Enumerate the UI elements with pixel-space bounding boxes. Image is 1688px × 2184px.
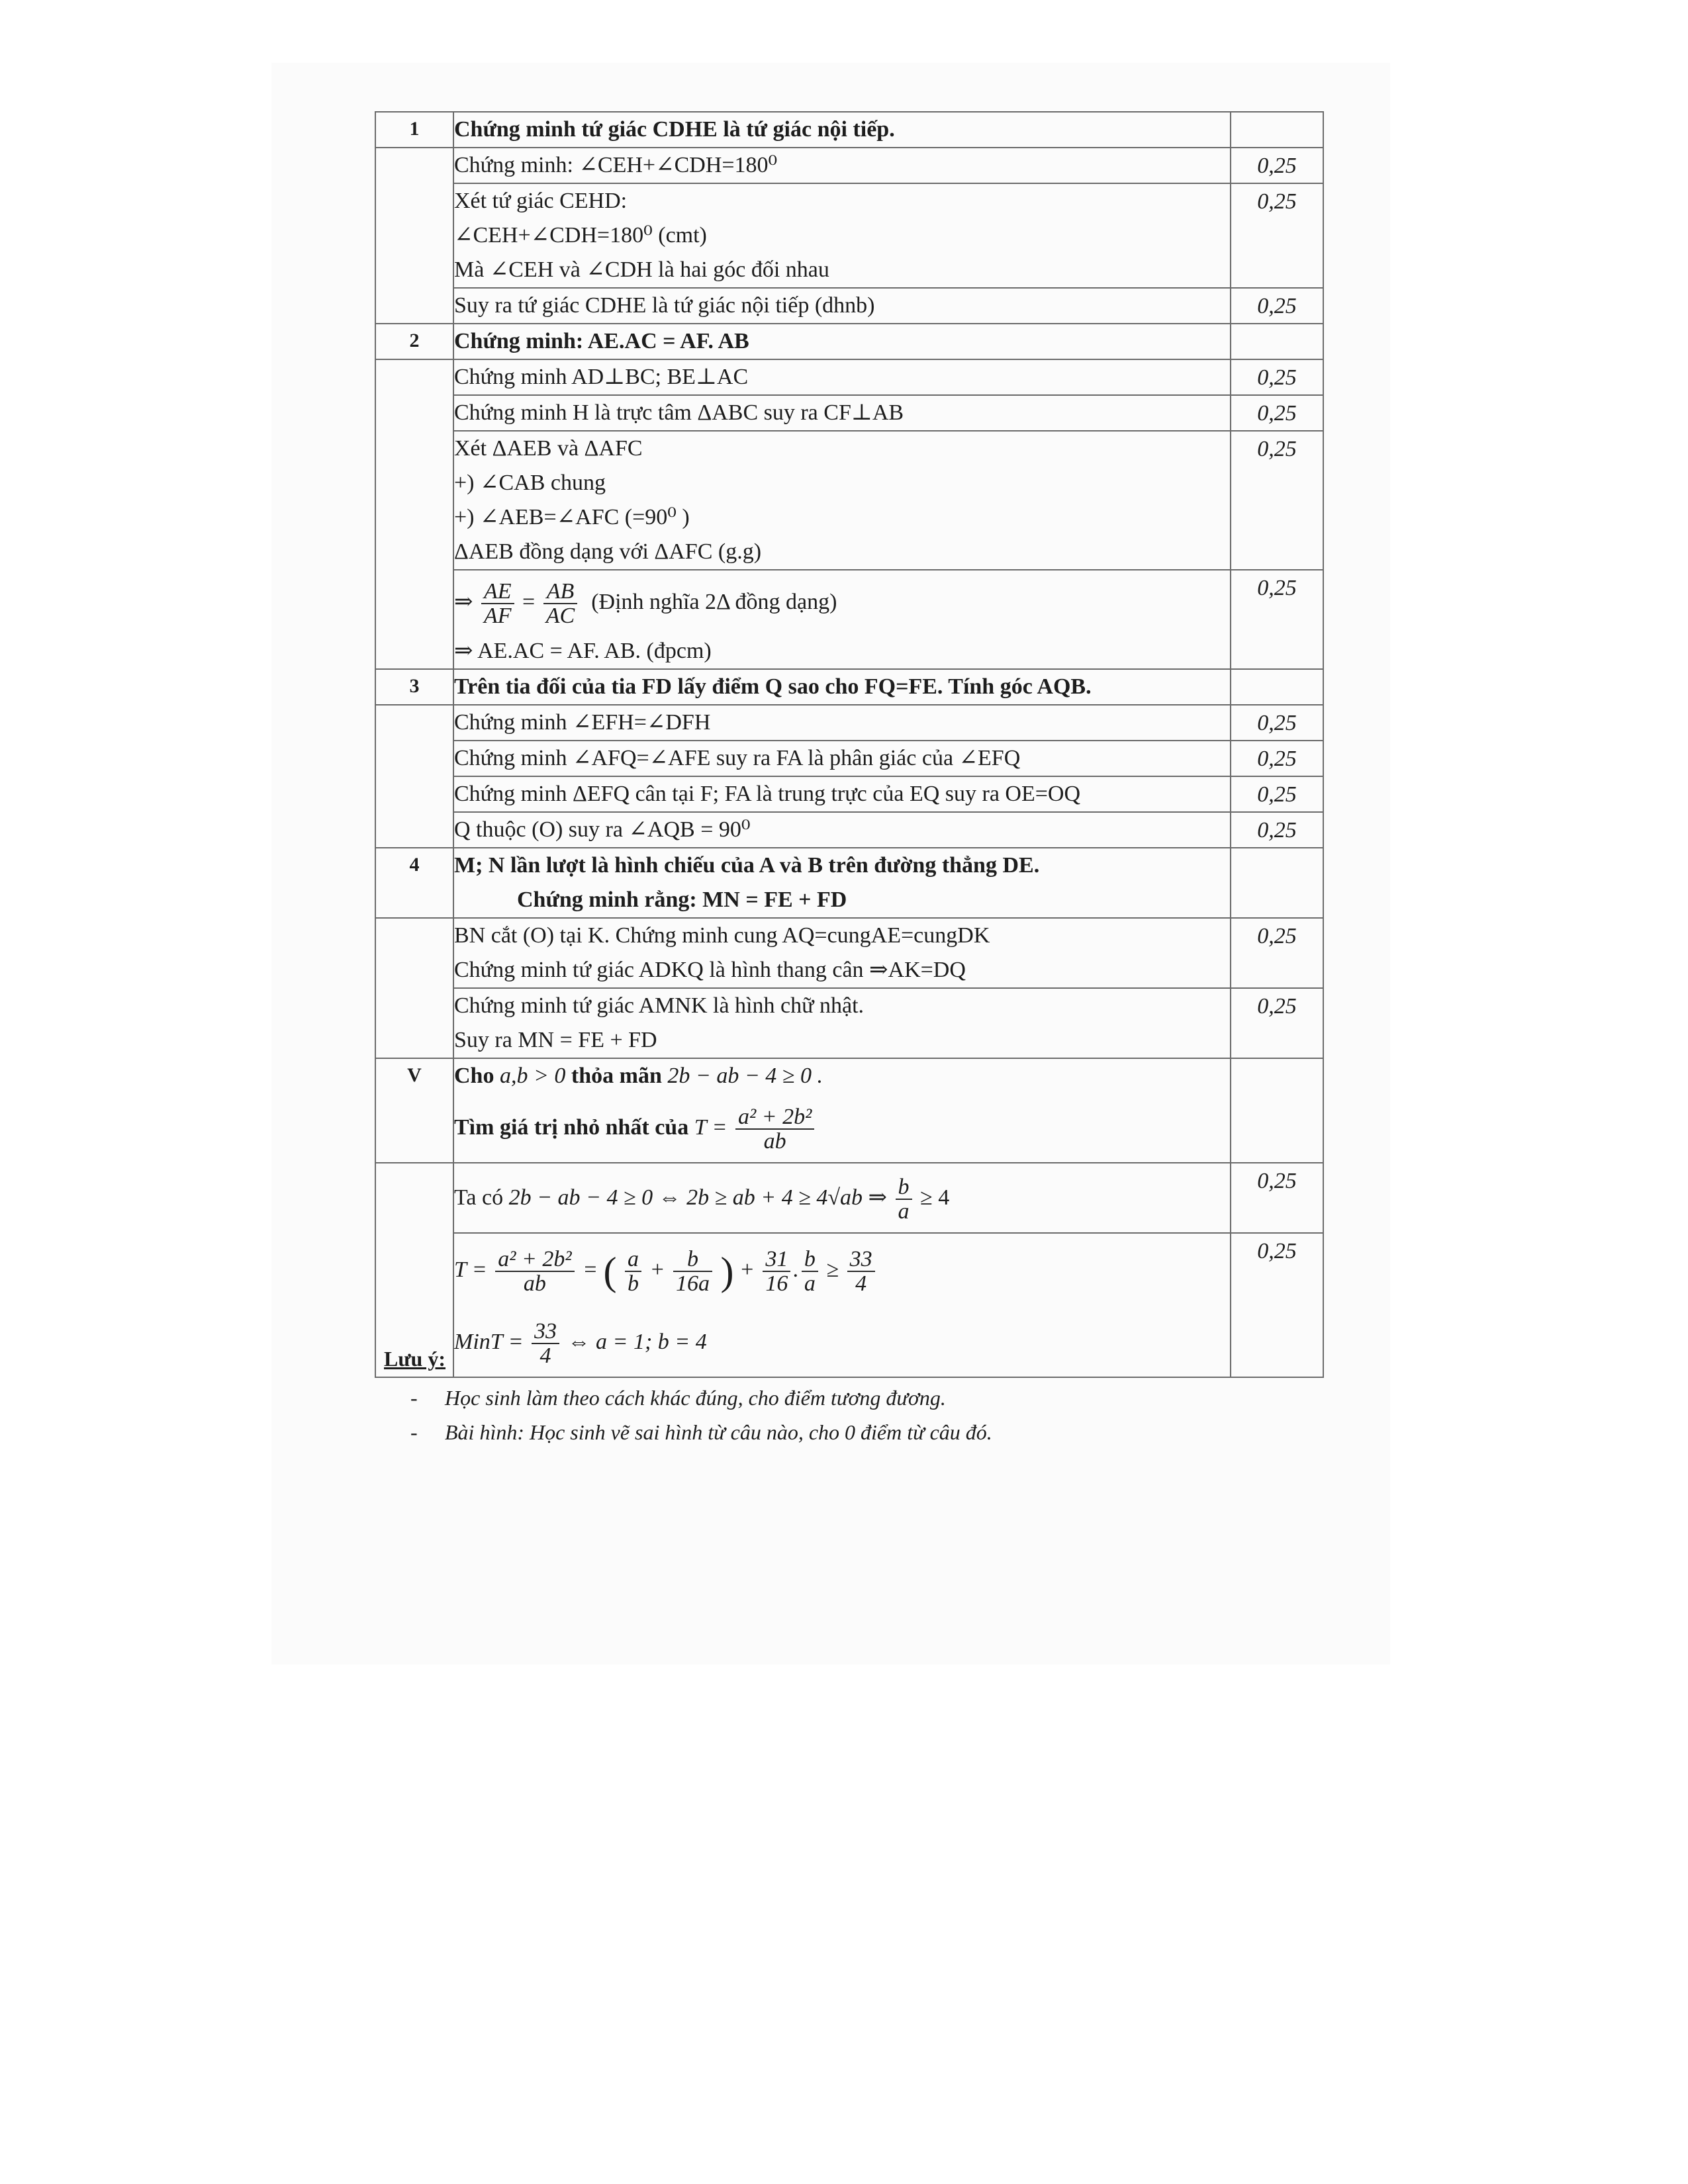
score-cell: 0,25 [1231, 288, 1323, 324]
part-4-header [375, 848, 1323, 918]
table-row [375, 705, 1323, 741]
table-row [375, 359, 1323, 395]
score-cell: 0,25 [1231, 1163, 1323, 1233]
step-text: Q thuộc (O) suy ra ∠AQB = 90⁰ [453, 812, 1231, 848]
step-text: Ta có 2b − ab − 4 ≥ 0 ⇔ 2b ≥ ab + 4 ≥ 4√ab ⇒ $\frac{b}{a}$ ≥ 4 [453, 1163, 1231, 1233]
step-text: Xét tứ giác CEHD: ∠CEH+∠CDH=180⁰ (cmt) Mà ∠CEH và ∠CDH là hai góc đối nhau [453, 183, 1231, 288]
step-text: Chứng minh ∠AFQ=∠AFE suy ra FA là phân giác của ∠EFQ [453, 741, 1231, 776]
score-cell: 0,25 [1231, 741, 1323, 776]
step-text: Chứng minh H là trực tâm ΔABC suy ra CF⊥AB [453, 395, 1231, 431]
part-title: Trên tia đối của tia FD lấy điểm Q sao cho FQ=FE. Tính góc AQB. [453, 669, 1231, 705]
fraction: $\frac{\text{a² + 2b²}}{ab}$ [495, 1248, 574, 1296]
part-number: 3 [375, 669, 453, 705]
fraction: $\frac{31}{16}$ [763, 1248, 790, 1296]
score-cell: 0,25 [1231, 918, 1323, 988]
part-title: Cho a,b > 0 thỏa mãn 2b − ab − 4 ≥ 0 . Tìm giá trị nhỏ nhất của T = $\frac{\text{a² + 2b²}}{ab}$ [453, 1058, 1231, 1163]
table-row [375, 812, 1323, 848]
part-5-header [375, 1058, 1323, 1163]
note-title: Lưu ý: [384, 1347, 445, 1371]
note-item: - Bài hình: Học sinh vẽ sai hình từ câu nào, cho 0 điểm từ câu đó. [410, 1420, 992, 1444]
note-item: - Học sinh làm theo cách khác đúng, cho điểm tương đương. [410, 1386, 946, 1410]
step-text: Xét ΔAEB và ΔAFC +) ∠CAB chung +) ∠AEB=∠AFC (=90⁰ ) ΔAEB đồng dạng với ΔAFC (g.g) [453, 431, 1231, 570]
fraction: $\frac{b}{16a}$ [673, 1248, 712, 1296]
part-number: V [375, 1058, 453, 1163]
score-cell: 0,25 [1231, 988, 1323, 1058]
part-3-header [375, 669, 1323, 705]
fraction: $\frac{AE}{AF}$ [481, 580, 514, 628]
part-number: 4 [375, 848, 453, 918]
part-title: M; N lần lượt là hình chiếu của A và B trên đường thẳng DE. Chứng minh rằng: MN = FE + FD [453, 848, 1231, 918]
table-row [375, 1163, 1323, 1233]
table-row [375, 148, 1323, 183]
part-number: 2 [375, 324, 453, 359]
fraction: $\frac{b}{a}$ [896, 1175, 912, 1224]
part-number: 1 [375, 112, 453, 148]
step-text: Chứng minh: ∠CEH+∠CDH=180⁰ [453, 148, 1231, 183]
grading-note [384, 1347, 992, 1449]
fraction: $\frac{b}{a}$ [802, 1248, 818, 1296]
part-title: Chứng minh tứ giác CDHE là tứ giác nội tiếp. [453, 112, 1231, 148]
fraction: $\frac{33}{4}$ [532, 1320, 559, 1368]
table-row [375, 570, 1323, 669]
step-text: Suy ra tứ giác CDHE là tứ giác nội tiếp (dhnb) [453, 288, 1231, 324]
part-2-header [375, 324, 1323, 359]
table-row [375, 183, 1323, 288]
score-cell: 0,25 [1231, 812, 1323, 848]
fraction: $\frac{a}{b}$ [625, 1248, 641, 1296]
step-text: Chứng minh ∠EFH=∠DFH [453, 705, 1231, 741]
step-text: BN cắt (O) tại K. Chứng minh cung AQ=cungAE=cungDK Chứng minh tứ giác ADKQ là hình thang cân ⇒AK=DQ [453, 918, 1231, 988]
part-1-header [375, 112, 1323, 148]
fraction: $\frac{AB}{AC}$ [543, 580, 577, 628]
step-text: Chứng minh ΔEFQ cân tại F; FA là trung trực của EQ suy ra OE=OQ [453, 776, 1231, 812]
score-cell: 0,25 [1231, 705, 1323, 741]
score-cell: 0,25 [1231, 431, 1323, 570]
table-row [375, 431, 1323, 570]
score-cell: 0,25 [1231, 1233, 1323, 1377]
score-cell: 0,25 [1231, 395, 1323, 431]
fraction: $\frac{\text{a² + 2b²}}{ab}$ [735, 1105, 814, 1154]
score-cell: 0,25 [1231, 148, 1323, 183]
part-title: Chứng minh: AE.AC = AF. AB [453, 324, 1231, 359]
table-row [375, 776, 1323, 812]
answer-table [375, 111, 1324, 1378]
table-row [375, 918, 1323, 988]
score-cell: 0,25 [1231, 359, 1323, 395]
fraction: $\frac{33}{4}$ [847, 1248, 875, 1296]
score-cell: 0,25 [1231, 183, 1323, 288]
score-cell: 0,25 [1231, 570, 1323, 669]
table-row [375, 395, 1323, 431]
score-cell: 0,25 [1231, 776, 1323, 812]
step-text: Chứng minh AD⊥BC; BE⊥AC [453, 359, 1231, 395]
step-text: T = $\frac{\text{a² + 2b²}}{ab}$ = ( $\frac{a}{b}$ + $\frac{b}{16a}$ ) + $\frac{31}{16}$ . $\frac{b}{a}$ ≥ $\frac{33}{4}$ MinT = $\frac{33}{4}$ ⇔ a = 1; b = 4 [453, 1233, 1231, 1377]
step-text: ⇒ $\frac{AE}{AF}$ = $\frac{AB}{AC}$ (Định nghĩa 2Δ đồng dạng) ⇒ AE.AC = AF. AB. (đpcm) [453, 570, 1231, 669]
table-row [375, 741, 1323, 776]
step-text: Chứng minh tứ giác AMNK là hình chữ nhật. Suy ra MN = FE + FD [453, 988, 1231, 1058]
table-row [375, 288, 1323, 324]
table-row [375, 988, 1323, 1058]
